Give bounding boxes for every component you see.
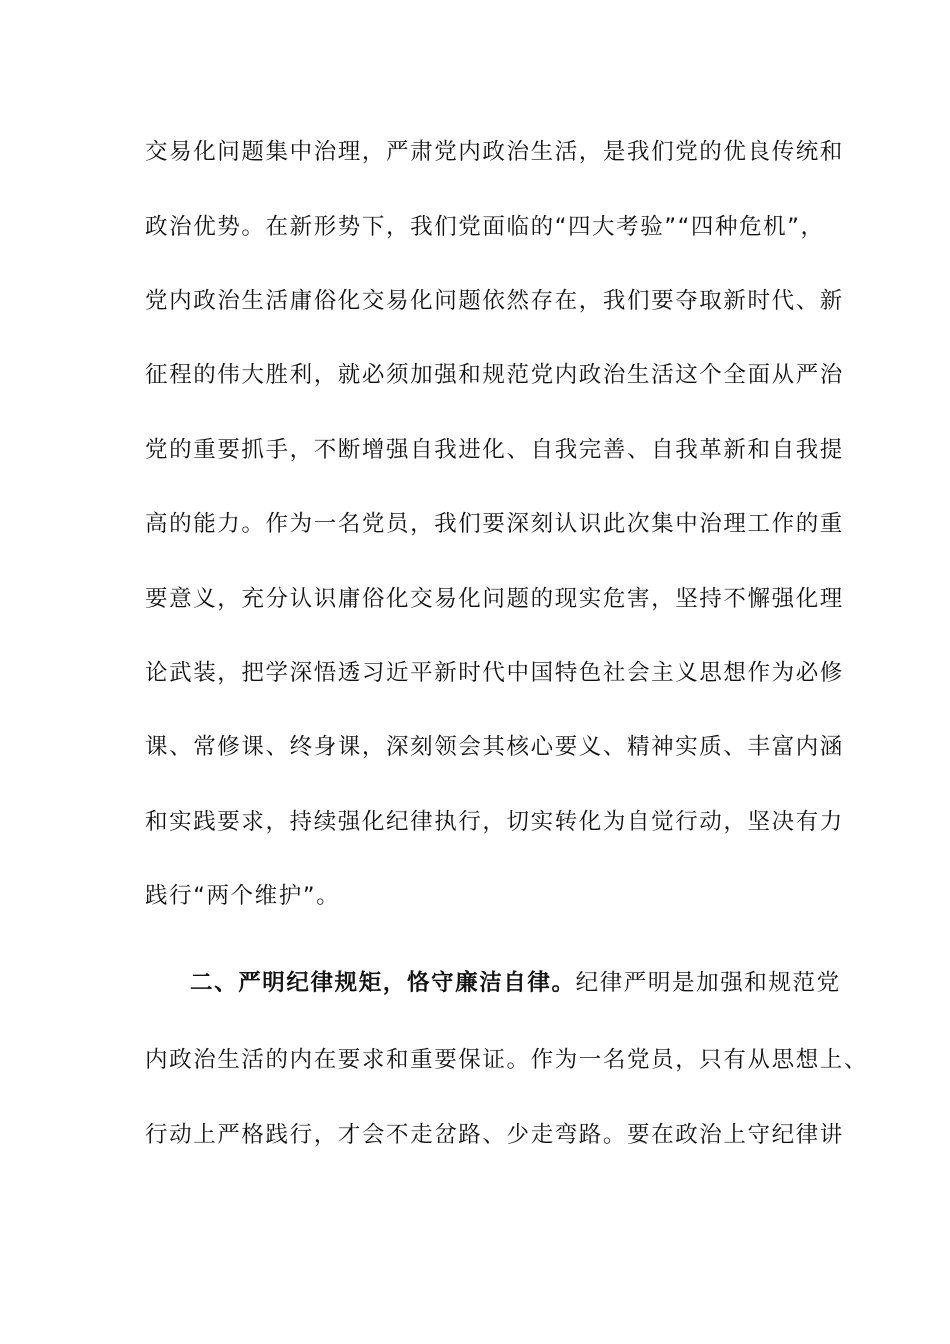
section-heading-continuation: 纪律严明是加强和规范党 bbox=[575, 970, 841, 996]
paragraph-line: 要意义，充分认识庸俗化交易化问题的现实危害，坚持不懈强化理 bbox=[145, 586, 844, 612]
paragraph-line: 高的能力。作为一名党员，我们要深刻认识此次集中治理工作的重 bbox=[145, 511, 844, 537]
paragraph-line: 论武装，把学深悟透习近平新时代中国特色社会主义思想作为必修 bbox=[145, 660, 844, 686]
paragraph-line: 政治优势。在新形势下，我们党面临的“四大考验”“四种危机”， bbox=[145, 214, 825, 240]
section-heading: 二、严明纪律规矩，恪守廉洁自律。 bbox=[190, 970, 576, 996]
paragraph-line: 和实践要求，持续强化纪律执行，切实转化为自觉行动，坚决有力 bbox=[145, 809, 844, 835]
paragraph-line: 征程的伟大胜利，就必须加强和规范党内政治生活这个全面从严治 bbox=[145, 362, 844, 388]
paragraph-line: 课、常修课、终身课，深刻领会其核心要义、精神实质、丰富内涵 bbox=[145, 734, 844, 760]
paragraph-line: 党的重要抓手，不断增强自我进化、自我完善、自我革新和自我提 bbox=[145, 437, 844, 463]
paragraph-line: 党内政治生活庸俗化交易化问题依然存在，我们要夺取新时代、新 bbox=[145, 288, 844, 314]
section-heading-line bbox=[190, 963, 850, 1003]
paragraph-line: 践行“两个维护”。 bbox=[145, 883, 341, 909]
paragraph-line: 内政治生活的内在要求和重要保证。作为一名党员，只有从思想上、 bbox=[145, 1047, 869, 1073]
paragraph-line: 行动上严格践行，才会不走岔路、少走弯路。要在政治上守纪律讲 bbox=[145, 1122, 844, 1148]
paragraph-line: 交易化问题集中治理，严肃党内政治生活，是我们党的优良传统和 bbox=[145, 139, 844, 165]
